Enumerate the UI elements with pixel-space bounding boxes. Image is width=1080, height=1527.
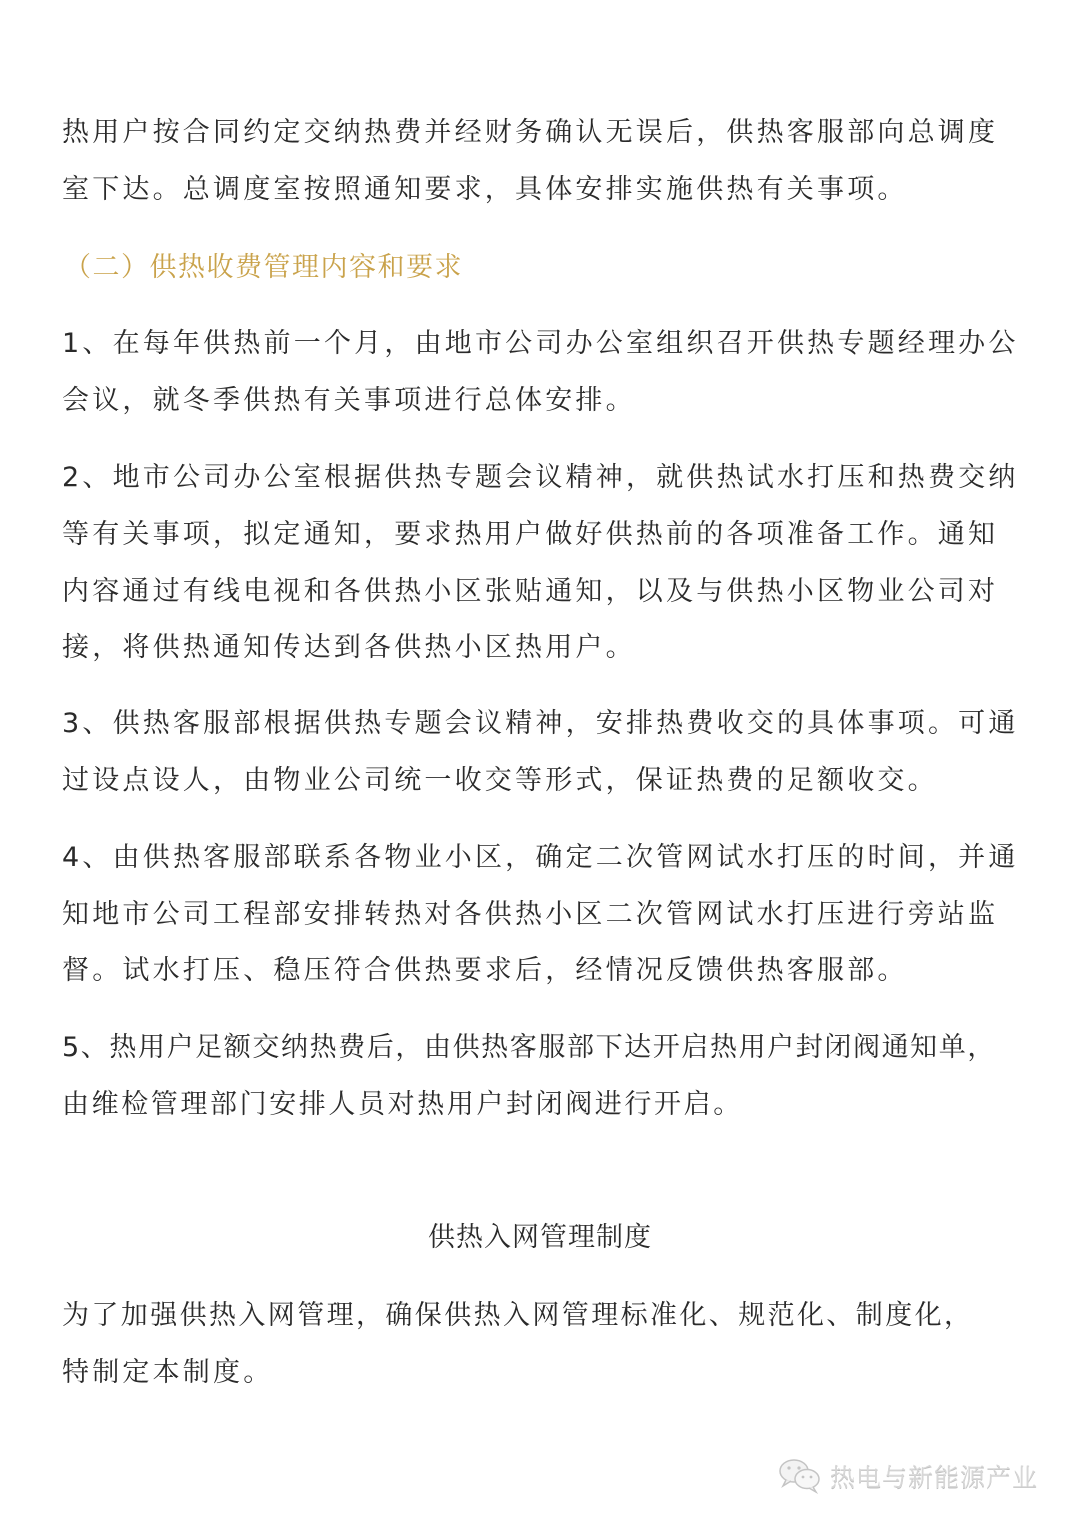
item-2-line-3: 内容通过有线电视和各供热小区张贴通知，以及与供热小区物业公司对 (62, 576, 999, 607)
watermark-text: 热电与新能源产业 (830, 1463, 1039, 1492)
item-3-line-1: 3、供热客服部根据供热专题会议精神，安排热费收交的具体事项。可通 (62, 708, 1019, 739)
item-4-line-1: 4、由供热客服部联系各物业小区，确定二次管网试水打压的时间，并通 (62, 842, 1019, 873)
section-heading: （二）供热收费管理内容和要求 (64, 252, 463, 283)
item-4-line-3: 督。试水打压、稳压符合供热要求后，经情况反馈供热客服部。 (62, 955, 908, 986)
item-4-line-2: 知地市公司工程部安排转热对各供热小区二次管网试水打压进行旁站监 (62, 899, 999, 930)
closing-line-2: 特制定本制度。 (62, 1357, 274, 1388)
item-1-line-1: 1、在每年供热前一个月，由地市公司办公室组织召开供热专题经理办公 (62, 328, 1019, 359)
item-2-line-4: 接，将供热通知传达到各供热小区热用户。 (62, 632, 636, 663)
item-5-line-2: 由维检管理部门安排人员对热用户封闭阀进行开启。 (62, 1089, 743, 1120)
item-3-line-2: 过设点设人，由物业公司统一收交等形式，保证热费的足额收交。 (62, 765, 938, 796)
item-5-line-1: 5、热用户足额交纳热费后，由供热客服部下达开启热用户封闭阀通知单， (62, 1032, 996, 1063)
watermark (778, 1458, 1038, 1494)
item-1-line-2: 会议，就冬季供热有关事项进行总体安排。 (62, 385, 636, 416)
intro-line-1: 热用户按合同约定交纳热费并经财务确认无误后，供热客服部向总调度 (62, 117, 999, 148)
closing-line-1: 为了加强供热入网管理，确保供热入网管理标准化、规范化、制度化， (62, 1300, 974, 1331)
wechat-icon (778, 1458, 822, 1494)
intro-line-2: 室下达。总调度室按照通知要求，具体安排实施供热有关事项。 (62, 174, 908, 205)
item-2-line-1: 2、地市公司办公室根据供热专题会议精神，就供热试水打压和热费交纳 (62, 462, 1019, 493)
section-title: 供热入网管理制度 (428, 1222, 652, 1253)
item-2-line-2: 等有关事项，拟定通知，要求热用户做好供热前的各项准备工作。通知 (62, 519, 999, 550)
